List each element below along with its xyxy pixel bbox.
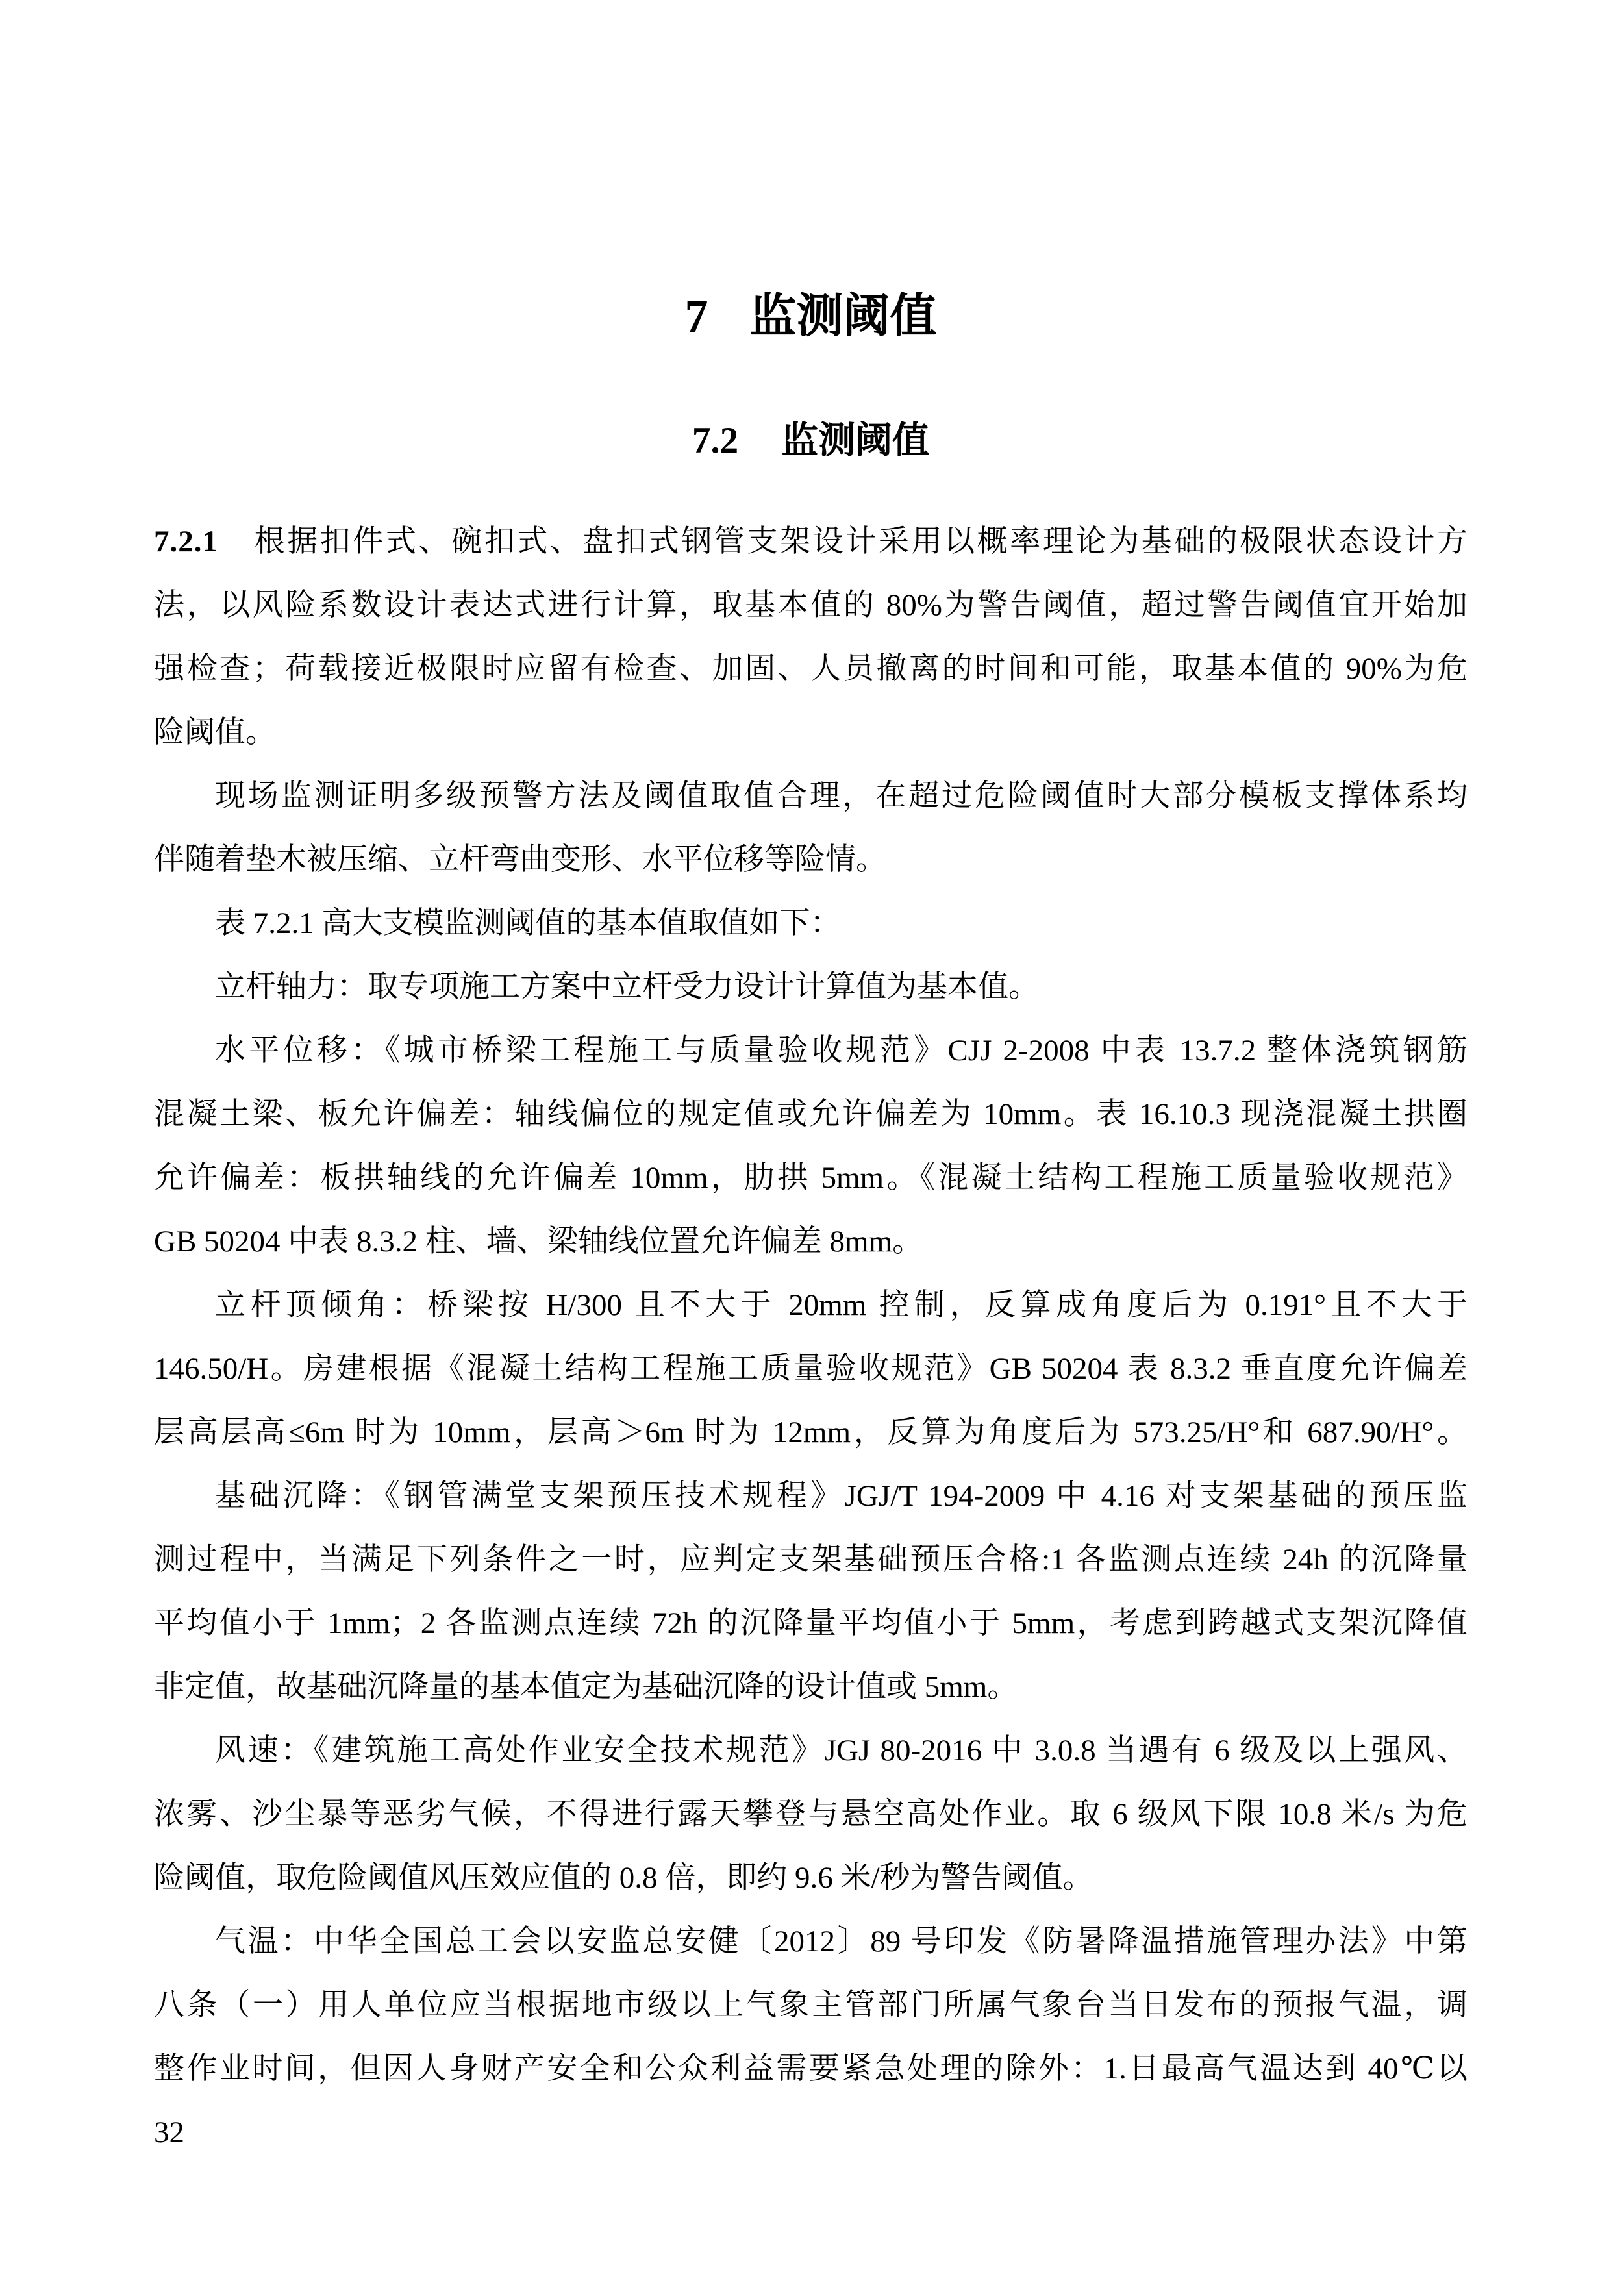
chapter-heading bbox=[154, 291, 1468, 342]
body-line: 非定值，故基础沉降量的基本值定为基础沉降的设计值或 5mm。 bbox=[154, 1670, 1018, 1704]
body-line: 八条（一）用人单位应当根据地市级以上气象主管部门所属气象台当日发布的预报气温，调 bbox=[154, 1988, 1468, 2022]
page-number: 32 bbox=[154, 2115, 184, 2149]
body-line: GB 50204 中表 8.3.2 柱、墙、梁轴线位置允许偏差 8mm。 bbox=[154, 1225, 923, 1258]
body-line: 基础沉降：《钢管满堂支架预压技术规程》JGJ/T 194-2009 中 4.16 对支架基础的预压监 bbox=[215, 1479, 1468, 1513]
body-line: 146.50/H。房建根据《混凝土结构工程施工质量验收规范》GB 50204 表 8.3.2 垂直度允许偏差 bbox=[154, 1352, 1468, 1386]
body-line: 强检查；荷载接近极限时应留有检查、加固、人员撤离的时间和可能，取基本值的 90%为危 bbox=[154, 652, 1468, 686]
section-heading bbox=[154, 421, 1468, 462]
section-number: 7.2 bbox=[692, 420, 739, 461]
clause-number: 7.2.1 bbox=[154, 525, 218, 558]
body-line: 气温：中华全国总工会以安监总安健〔2012〕89 号印发《防暑降温措施管理办法》中第 bbox=[215, 1925, 1468, 1958]
body-line: 法，以风险系数设计表达式进行计算，取基本值的 80%为警告阈值，超过警告阈值宜开始加 bbox=[154, 588, 1468, 622]
body-line: 浓雾、沙尘暴等恶劣气候，不得进行露天攀登与悬空高处作业。取 6 级风下限 10.8 米/s 为危 bbox=[154, 1797, 1468, 1831]
body-line: 水平位移：《城市桥梁工程施工与质量验收规范》CJJ 2-2008 中表 13.7.2 整体浇筑钢筋 bbox=[215, 1034, 1468, 1067]
body-line bbox=[154, 510, 1468, 573]
body-line: 风速：《建筑施工高处作业安全技术规范》JGJ 80-2016 中 3.0.8 当遇有 6 级及以上强风、 bbox=[215, 1734, 1468, 1767]
body-line: 平均值小于 1mm；2 各监测点连续 72h 的沉降量平均值小于 5mm，考虑到跨越式支架沉降值 bbox=[154, 1606, 1468, 1640]
body-line: 测过程中，当满足下列条件之一时，应判定支架基础预压合格:1 各监测点连续 24h 的沉降量 bbox=[154, 1543, 1468, 1577]
section-title: 监测阈值 bbox=[781, 420, 930, 461]
chapter-number: 7 bbox=[684, 290, 708, 342]
body-line-text: 根据扣件式、碗扣式、盘扣式钢管支架设计采用以概率理论为基础的极限状态设计方 bbox=[252, 525, 1468, 558]
body-line: 险阈值。 bbox=[154, 716, 276, 749]
body-line: 整作业时间，但因人身财产安全和公众利益需要紧急处理的除外：1.日最高气温达到 40℃以 bbox=[154, 2052, 1468, 2086]
body-line: 现场监测证明多级预警方法及阈值取值合理，在超过危险阈值时大部分模板支撑体系均 bbox=[215, 779, 1468, 813]
body-line: 层高层高≤6m 时为 10mm，层高＞6m 时为 12mm，反算为角度后为 573.25/H°和 687.90/H°。 bbox=[154, 1416, 1468, 1449]
body-line: 混凝土梁、板允许偏差：轴线偏位的规定值或允许偏差为 10mm。表 16.10.3 现浇混凝土拱圈 bbox=[154, 1097, 1468, 1131]
body-line: 立杆轴力：取专项施工方案中立杆受力设计计算值为基本值。 bbox=[215, 970, 1039, 1004]
body-line: 伴随着垫木被压缩、立杆弯曲变形、水平位移等险情。 bbox=[154, 843, 886, 877]
body-line: 表 7.2.1 高大支模监测阈值的基本值取值如下： bbox=[215, 906, 841, 940]
chapter-title: 监测阈值 bbox=[749, 290, 937, 342]
body-line: 险阈值，取危险阈值风压效应值的 0.8 倍，即约 9.6 米/秒为警告阈值。 bbox=[154, 1861, 1093, 1895]
body-line: 允许偏差：板拱轴线的允许偏差 10mm，肋拱 5mm。《混凝土结构工程施工质量验收规范》 bbox=[154, 1161, 1468, 1195]
body-text bbox=[154, 510, 1468, 2101]
body-line: 立杆顶倾角：桥梁按 H/300 且不大于 20mm 控制，反算成角度后为 0.191°且不大于 bbox=[215, 1288, 1468, 1322]
